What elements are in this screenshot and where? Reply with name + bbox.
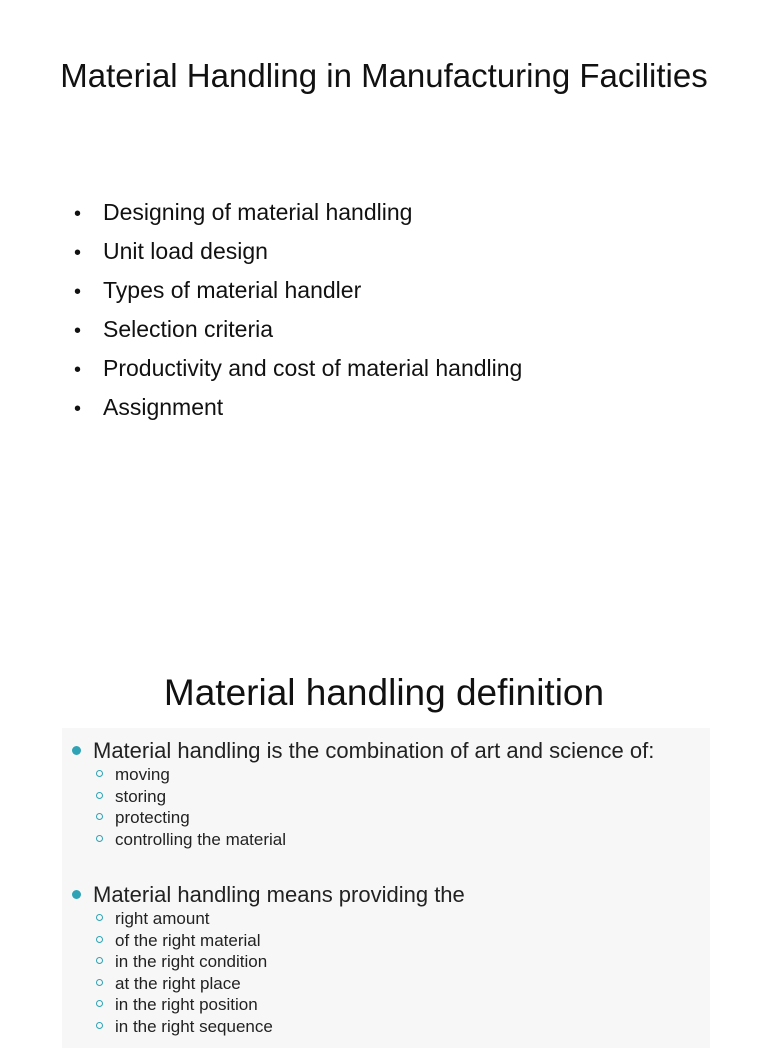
list-item: of the right material <box>96 930 273 952</box>
list-item: at the right place <box>96 973 273 995</box>
ring-bullet-icon <box>96 1022 103 1029</box>
bullet-icon: • <box>74 242 82 264</box>
ring-bullet-icon <box>96 792 103 799</box>
list-item: in the right condition <box>96 951 273 973</box>
ring-bullet-icon <box>96 936 103 943</box>
list-item: • Assignment <box>74 390 522 429</box>
ring-bullet-icon <box>96 979 103 986</box>
list-item: moving <box>96 764 286 786</box>
definition-point-2: Material handling means providing the <box>72 881 465 909</box>
ring-bullet-icon <box>96 770 103 777</box>
bullet-icon: • <box>74 281 82 303</box>
bullet-icon: • <box>74 203 82 225</box>
ring-bullet-icon <box>96 957 103 964</box>
ring-bullet-icon <box>96 914 103 921</box>
ring-bullet-icon <box>96 1000 103 1007</box>
definition-point-2-subitems <box>96 908 273 1038</box>
list-item: storing <box>96 786 286 808</box>
list-item: in the right sequence <box>96 1016 273 1038</box>
list-item: • Unit load design <box>74 234 522 273</box>
list-item: • Productivity and cost of material handling <box>74 351 522 390</box>
list-item: in the right position <box>96 994 273 1016</box>
teal-bullet-icon <box>72 746 81 755</box>
slide-2 <box>0 600 768 1036</box>
list-item: • Selection criteria <box>74 312 522 351</box>
bullet-icon: • <box>74 398 82 420</box>
teal-bullet-icon <box>72 890 81 899</box>
slide-2-title: Material handling definition <box>163 672 605 713</box>
bullet-icon: • <box>74 359 82 381</box>
slide-1-bullet-list <box>74 195 522 429</box>
list-item: • Types of material handler <box>74 273 522 312</box>
ring-bullet-icon <box>96 813 103 820</box>
list-item: protecting <box>96 807 286 829</box>
list-item: controlling the material <box>96 829 286 851</box>
list-item: right amount <box>96 908 273 930</box>
definition-point-1: Material handling is the combination of art and science of: <box>72 737 654 765</box>
list-item: • Designing of material handling <box>74 195 522 234</box>
definition-point-1-subitems <box>96 764 286 850</box>
ring-bullet-icon <box>96 835 103 842</box>
slide-1-title: Material Handling in Manufacturing Facilities <box>60 57 708 94</box>
bullet-icon: • <box>74 320 82 342</box>
